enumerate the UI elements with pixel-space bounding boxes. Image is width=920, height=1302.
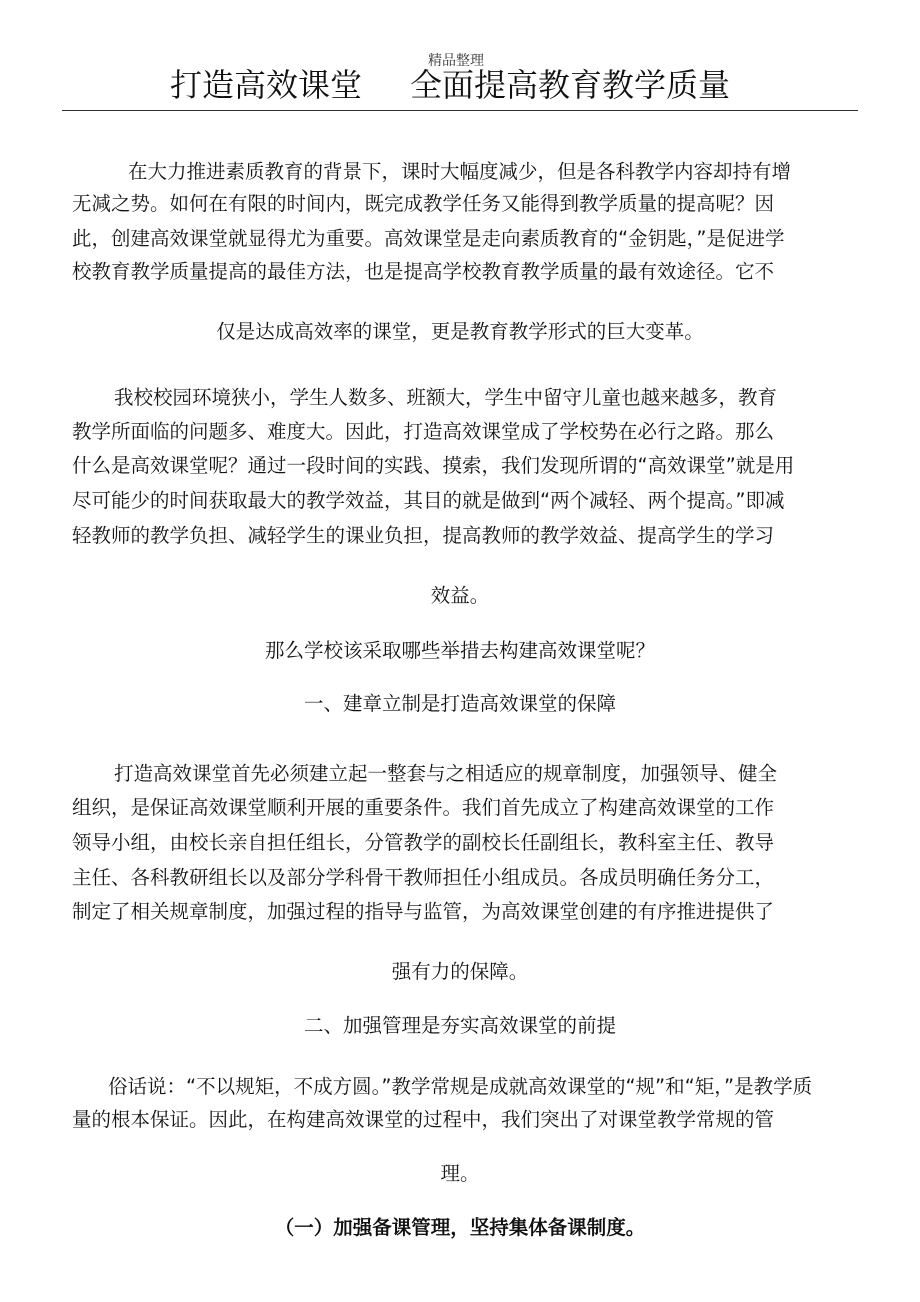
text-line: 强有力的保障。 [391, 960, 529, 983]
text-line: 组织，是保证高效课堂顺利开展的重要条件。我们首先成立了构建高效课堂的工作 [72, 796, 775, 819]
title-left: 打造高效课堂 [170, 66, 363, 104]
title-right: 全面提高教育教学质量 [410, 66, 731, 104]
subsection-1-heading: （一）加强备课管理，坚持集体备课制度。 [274, 1216, 646, 1239]
text-line: 仅是达成高效率的课堂，更是教育教学形式的巨大变革。 [216, 320, 704, 343]
text-line: 什么是高效课堂呢？通过一段时间的实践、摸索，我们发现所谓的“高效课堂”就是用 [72, 454, 795, 477]
section-2-heading: 二、加强管理是夯实高效课堂的前提 [303, 1014, 616, 1037]
text-line: 打造高效课堂首先必须建立起一整套与之相适应的规章制度，加强领导、健全 [114, 762, 778, 785]
text-line: 教学所面临的问题多、难度大。因此，打造高效课堂成了学校势在必行之路。那么 [72, 420, 775, 443]
text-line: 轻教师的教学负担、减轻学生的课业负担，提高教师的教学效益、提高学生的学习 [72, 524, 775, 547]
text-line: 效益。 [430, 584, 490, 607]
title-underline [62, 110, 858, 111]
text-line: 领导小组，由校长亲自担任组长，分管教学的副校长任副组长，教科室主任、教导 [72, 831, 775, 854]
text-line: 此，创建高效课堂就显得尤为重要。高效课堂是走向素质教育的“金钥匙，”是促进学 [72, 227, 785, 250]
text-line: 制定了相关规章制度，加强过程的指导与监管，为高效课堂创建的有序推进提供了 [72, 900, 775, 923]
text-line: 俗话说：“不以规矩，不成方圆。”教学常规是成就高效课堂的“规”和“矩，”是教学质 [108, 1075, 813, 1098]
section-1-heading: 一、建章立制是打造高效课堂的保障 [303, 692, 616, 715]
text-line: 无减之势。如何在有限的时间内，既完成教学任务又能得到教学质量的提高呢？因 [72, 192, 775, 215]
question-line: 那么学校该采取哪些举措去构建高效课堂呢？ [264, 639, 655, 662]
text-line: 我校校园环境狭小，学生人数多、班额大，学生中留守儿童也越来越多，教育 [114, 386, 778, 409]
watermark: 精品整理 [428, 53, 484, 69]
text-line: 尽可能少的时间获取最大的教学效益，其目的就是做到“两个减轻、两个提高。”即减 [72, 489, 785, 512]
text-line: 在大力推进素质教育的背景下，课时大幅度减少，但是各科教学内容却持有增 [128, 160, 792, 183]
text-line: 量的根本保证。因此，在构建高效课堂的过程中，我们突出了对课堂教学常规的管 [72, 1108, 775, 1131]
text-line: 理。 [440, 1162, 480, 1185]
text-line: 校教育教学质量提高的最佳方法，也是提高学校教育教学质量的最有效途径。它不 [72, 260, 775, 283]
text-line: 主任、各科教研组长以及部分学科骨干教师担任小组成员。各成员明确任务分工， [72, 866, 775, 889]
